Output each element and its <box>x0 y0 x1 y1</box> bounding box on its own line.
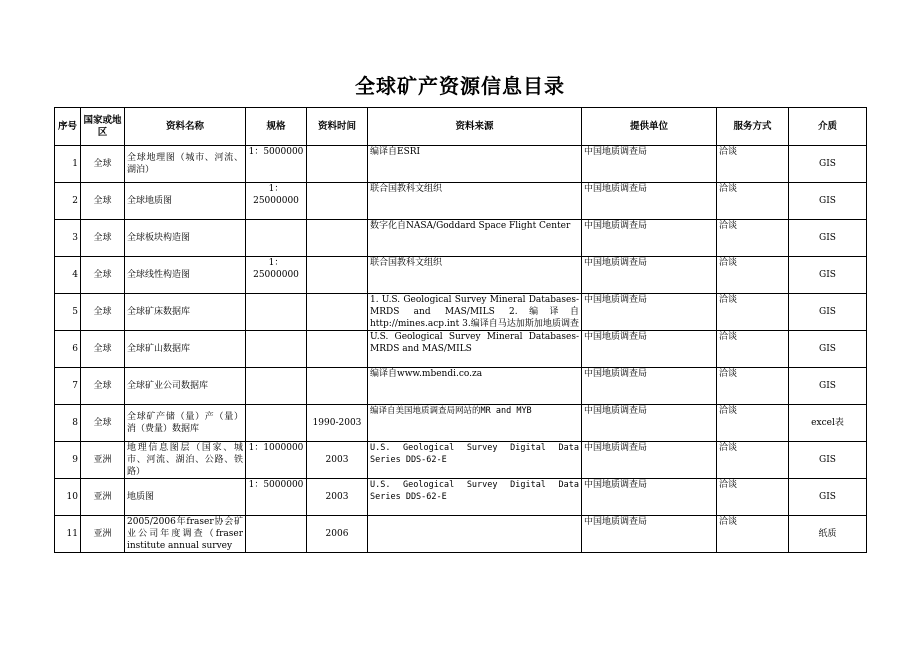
cell-provider-text: 中国地质调查局 <box>584 369 648 379</box>
cell-scale <box>246 220 307 257</box>
table-row <box>55 331 867 368</box>
table-row <box>55 368 867 405</box>
header-name: 资料名称 <box>125 108 246 146</box>
table-row <box>55 516 867 553</box>
cell-format-text: GIS <box>819 159 836 169</box>
cell-source <box>368 368 582 405</box>
cell-source-text: U.S. Geological Survey Mineral Databases-MRDS and MAS/MILS <box>370 332 579 354</box>
cell-region <box>81 146 125 183</box>
cell-name <box>125 183 246 220</box>
cell-source-text: 数字化自NASA/Goddard Space Flight Center <box>370 221 571 231</box>
cell-index <box>55 331 81 368</box>
cell-region-text: 亚洲 <box>93 492 112 502</box>
cell-format-text: GIS <box>819 196 836 206</box>
cell-region <box>81 479 125 516</box>
cell-source-text: 编译自美国地质调查局网站的MR and MYB <box>370 406 532 416</box>
cell-time-text: 2006 <box>325 529 349 539</box>
cell-service-text: 洽谈 <box>719 369 738 379</box>
cell-region <box>81 220 125 257</box>
cell-scale <box>246 183 307 220</box>
cell-source-text: 编译自ESRI <box>370 147 421 157</box>
cell-scale-text: 1：25000000 <box>253 258 299 280</box>
header-scale: 规格 <box>246 108 307 146</box>
cell-index <box>55 183 81 220</box>
cell-scale <box>246 479 307 516</box>
cell-time <box>307 479 368 516</box>
cell-service-text: 洽谈 <box>719 147 738 157</box>
cell-source <box>368 257 582 294</box>
header-time: 资料时间 <box>307 108 368 146</box>
cell-time <box>307 442 368 479</box>
cell-format-text: GIS <box>819 344 836 354</box>
cell-name <box>125 257 246 294</box>
cell-provider <box>582 368 717 405</box>
cell-name-text: 全球板块构造图 <box>127 233 191 243</box>
cell-service-text: 洽谈 <box>719 332 738 342</box>
cell-source <box>368 405 582 442</box>
cell-region-text: 亚洲 <box>93 529 112 539</box>
cell-format-text: GIS <box>819 270 836 280</box>
cell-service <box>717 368 789 405</box>
cell-name <box>125 146 246 183</box>
cell-provider-text: 中国地质调查局 <box>584 332 648 342</box>
cell-scale <box>246 368 307 405</box>
cell-service-text: 洽谈 <box>719 221 738 231</box>
cell-index <box>55 257 81 294</box>
cell-provider-text: 中国地质调查局 <box>584 480 648 490</box>
cell-format-text: 纸质 <box>818 529 837 539</box>
cell-format-text: GIS <box>819 233 836 243</box>
cell-index <box>55 294 81 331</box>
cell-region-text: 全球 <box>93 344 112 354</box>
cell-provider <box>582 294 717 331</box>
table-row <box>55 479 867 516</box>
cell-index <box>55 516 81 553</box>
cell-name <box>125 220 246 257</box>
cell-idx-text: 8 <box>72 418 78 428</box>
cell-source <box>368 146 582 183</box>
cell-time <box>307 183 368 220</box>
cell-region-text: 全球 <box>93 307 112 317</box>
cell-format <box>789 294 867 331</box>
cell-scale <box>246 516 307 553</box>
cell-service-text: 洽谈 <box>719 184 738 194</box>
cell-scale <box>246 405 307 442</box>
cell-time <box>307 146 368 183</box>
cell-idx-text: 1 <box>72 159 78 169</box>
cell-index <box>55 479 81 516</box>
cell-provider <box>582 220 717 257</box>
cell-region-text: 全球 <box>93 381 112 391</box>
cell-provider <box>582 146 717 183</box>
cell-name-text: 全球矿业公司数据库 <box>127 381 209 391</box>
cell-time <box>307 294 368 331</box>
cell-idx-text: 5 <box>72 307 78 317</box>
cell-service <box>717 331 789 368</box>
cell-scale <box>246 294 307 331</box>
cell-source-text: 联合国教科文组织 <box>370 258 443 268</box>
header-provider: 提供单位 <box>582 108 717 146</box>
cell-index <box>55 146 81 183</box>
table-header-row <box>55 108 867 146</box>
cell-scale <box>246 331 307 368</box>
table-row <box>55 294 867 331</box>
cell-service <box>717 294 789 331</box>
cell-region <box>81 516 125 553</box>
cell-region-text: 亚洲 <box>93 455 112 465</box>
cell-name-text: 地理信息图层（国家、城市、河流、湖泊、公路、铁路） <box>127 443 243 477</box>
cell-format-text: GIS <box>819 492 836 502</box>
cell-region-text: 全球 <box>93 418 112 428</box>
cell-region-text: 全球 <box>93 270 112 280</box>
cell-time <box>307 257 368 294</box>
cell-source <box>368 294 582 331</box>
cell-format <box>789 442 867 479</box>
cell-idx-text: 4 <box>72 270 78 280</box>
cell-provider-text: 中国地质调查局 <box>584 221 648 231</box>
cell-source-text: U.S. Geological Survey Digital Data Series DDS-62-E <box>370 480 579 502</box>
cell-region <box>81 331 125 368</box>
cell-provider-text: 中国地质调查局 <box>584 147 648 157</box>
cell-source-text: 1. U.S. Geological Survey Mineral Databases-MRDS and MAS/MILS 2.编译自http://mines.acp.int 3.编译自马达加斯加地质调查 <box>370 295 579 329</box>
cell-format <box>789 516 867 553</box>
cell-name <box>125 442 246 479</box>
cell-name <box>125 479 246 516</box>
cell-service <box>717 220 789 257</box>
cell-format <box>789 146 867 183</box>
cell-idx-text: 10 <box>66 492 78 502</box>
cell-region-text: 全球 <box>93 196 112 206</box>
cell-format-text: excel表 <box>811 418 844 428</box>
cell-provider-text: 中国地质调查局 <box>584 258 648 268</box>
cell-name-text: 全球矿山数据库 <box>127 344 191 354</box>
cell-format <box>789 257 867 294</box>
cell-service <box>717 146 789 183</box>
cell-service <box>717 442 789 479</box>
cell-index <box>55 442 81 479</box>
cell-format-text: GIS <box>819 307 836 317</box>
cell-provider <box>582 479 717 516</box>
cell-region <box>81 294 125 331</box>
cell-service-text: 洽谈 <box>719 517 738 527</box>
header-region: 国家或地区 <box>81 108 125 146</box>
cell-provider-text: 中国地质调查局 <box>584 295 648 305</box>
cell-idx-text: 3 <box>72 233 78 243</box>
cell-idx-text: 9 <box>72 455 78 465</box>
cell-time-text: 2003 <box>325 492 349 502</box>
cell-idx-text: 11 <box>66 529 78 539</box>
cell-name-text: 全球地质图 <box>127 196 173 206</box>
cell-region <box>81 257 125 294</box>
catalog-table <box>54 107 867 553</box>
cell-service <box>717 516 789 553</box>
cell-format <box>789 368 867 405</box>
cell-index <box>55 368 81 405</box>
cell-region <box>81 405 125 442</box>
page-title: 全球矿产资源信息目录 <box>355 74 565 98</box>
cell-service <box>717 405 789 442</box>
cell-format <box>789 405 867 442</box>
cell-provider <box>582 257 717 294</box>
cell-source <box>368 331 582 368</box>
cell-idx-text: 2 <box>72 196 78 206</box>
table-row <box>55 146 867 183</box>
cell-name-text: 全球线性构造图 <box>127 270 191 280</box>
cell-service-text: 洽谈 <box>719 406 738 416</box>
cell-provider-text: 中国地质调查局 <box>584 406 648 416</box>
cell-format-text: GIS <box>819 381 836 391</box>
table-row <box>55 220 867 257</box>
cell-scale-text: 1：25000000 <box>253 184 299 206</box>
cell-region <box>81 183 125 220</box>
cell-service-text: 洽谈 <box>719 443 738 453</box>
cell-provider <box>582 405 717 442</box>
cell-service <box>717 479 789 516</box>
cell-name <box>125 368 246 405</box>
cell-time-text: 1990-2003 <box>312 418 362 428</box>
cell-source <box>368 442 582 479</box>
cell-time <box>307 220 368 257</box>
cell-index <box>55 405 81 442</box>
cell-provider-text: 中国地质调查局 <box>584 184 648 194</box>
table-row <box>55 257 867 294</box>
cell-time <box>307 405 368 442</box>
cell-region <box>81 442 125 479</box>
cell-name-text: 2005/2006年fraser协会矿业公司年度调查（fraser institute annual survey <box>127 517 243 551</box>
cell-idx-text: 7 <box>72 381 78 391</box>
cell-format <box>789 479 867 516</box>
cell-format <box>789 183 867 220</box>
cell-time-text: 2003 <box>325 455 349 465</box>
cell-source-text: 编译自www.mbendi.co.za <box>370 369 483 379</box>
cell-name-text: 地质图 <box>127 492 155 502</box>
cell-service <box>717 257 789 294</box>
cell-name-text: 全球矿床数据库 <box>127 307 191 317</box>
cell-scale <box>246 257 307 294</box>
cell-service-text: 洽谈 <box>719 258 738 268</box>
cell-scale <box>246 146 307 183</box>
cell-format <box>789 220 867 257</box>
header-service: 服务方式 <box>717 108 789 146</box>
table-row <box>55 183 867 220</box>
cell-format-text: GIS <box>819 455 836 465</box>
cell-scale <box>246 442 307 479</box>
header-index: 序号 <box>55 108 81 146</box>
cell-source <box>368 479 582 516</box>
cell-index <box>55 220 81 257</box>
cell-name <box>125 516 246 553</box>
cell-source-text: U.S. Geological Survey Digital Data Series DDS-62-E <box>370 443 579 465</box>
cell-service <box>717 183 789 220</box>
cell-time <box>307 368 368 405</box>
cell-provider <box>582 442 717 479</box>
cell-name <box>125 331 246 368</box>
table-row <box>55 405 867 442</box>
cell-provider <box>582 183 717 220</box>
cell-idx-text: 6 <box>72 344 78 354</box>
header-format: 介质 <box>789 108 867 146</box>
cell-time <box>307 516 368 553</box>
cell-time <box>307 331 368 368</box>
cell-service-text: 洽谈 <box>719 295 738 305</box>
cell-region-text: 全球 <box>93 233 112 243</box>
cell-source <box>368 516 582 553</box>
cell-scale-text: 1：5000000 <box>248 480 304 490</box>
cell-scale-text: 1：5000000 <box>248 147 304 157</box>
cell-source <box>368 183 582 220</box>
cell-source <box>368 220 582 257</box>
table-row <box>55 442 867 479</box>
cell-provider <box>582 331 717 368</box>
cell-name <box>125 405 246 442</box>
cell-service-text: 洽谈 <box>719 480 738 490</box>
cell-provider-text: 中国地质调查局 <box>584 443 648 453</box>
cell-format <box>789 331 867 368</box>
cell-name <box>125 294 246 331</box>
cell-region <box>81 368 125 405</box>
header-source: 资料来源 <box>368 108 582 146</box>
cell-name-text: 全球矿产储（量）产（量）消（费量）数据库 <box>127 412 243 434</box>
cell-source-text: 联合国教科文组织 <box>370 184 443 194</box>
cell-name-text: 全球地理图（城市、河流、湖泊） <box>127 153 243 175</box>
cell-scale-text: 1：1000000 <box>248 443 304 453</box>
cell-provider <box>582 516 717 553</box>
cell-provider-text: 中国地质调查局 <box>584 517 648 527</box>
cell-region-text: 全球 <box>93 159 112 169</box>
